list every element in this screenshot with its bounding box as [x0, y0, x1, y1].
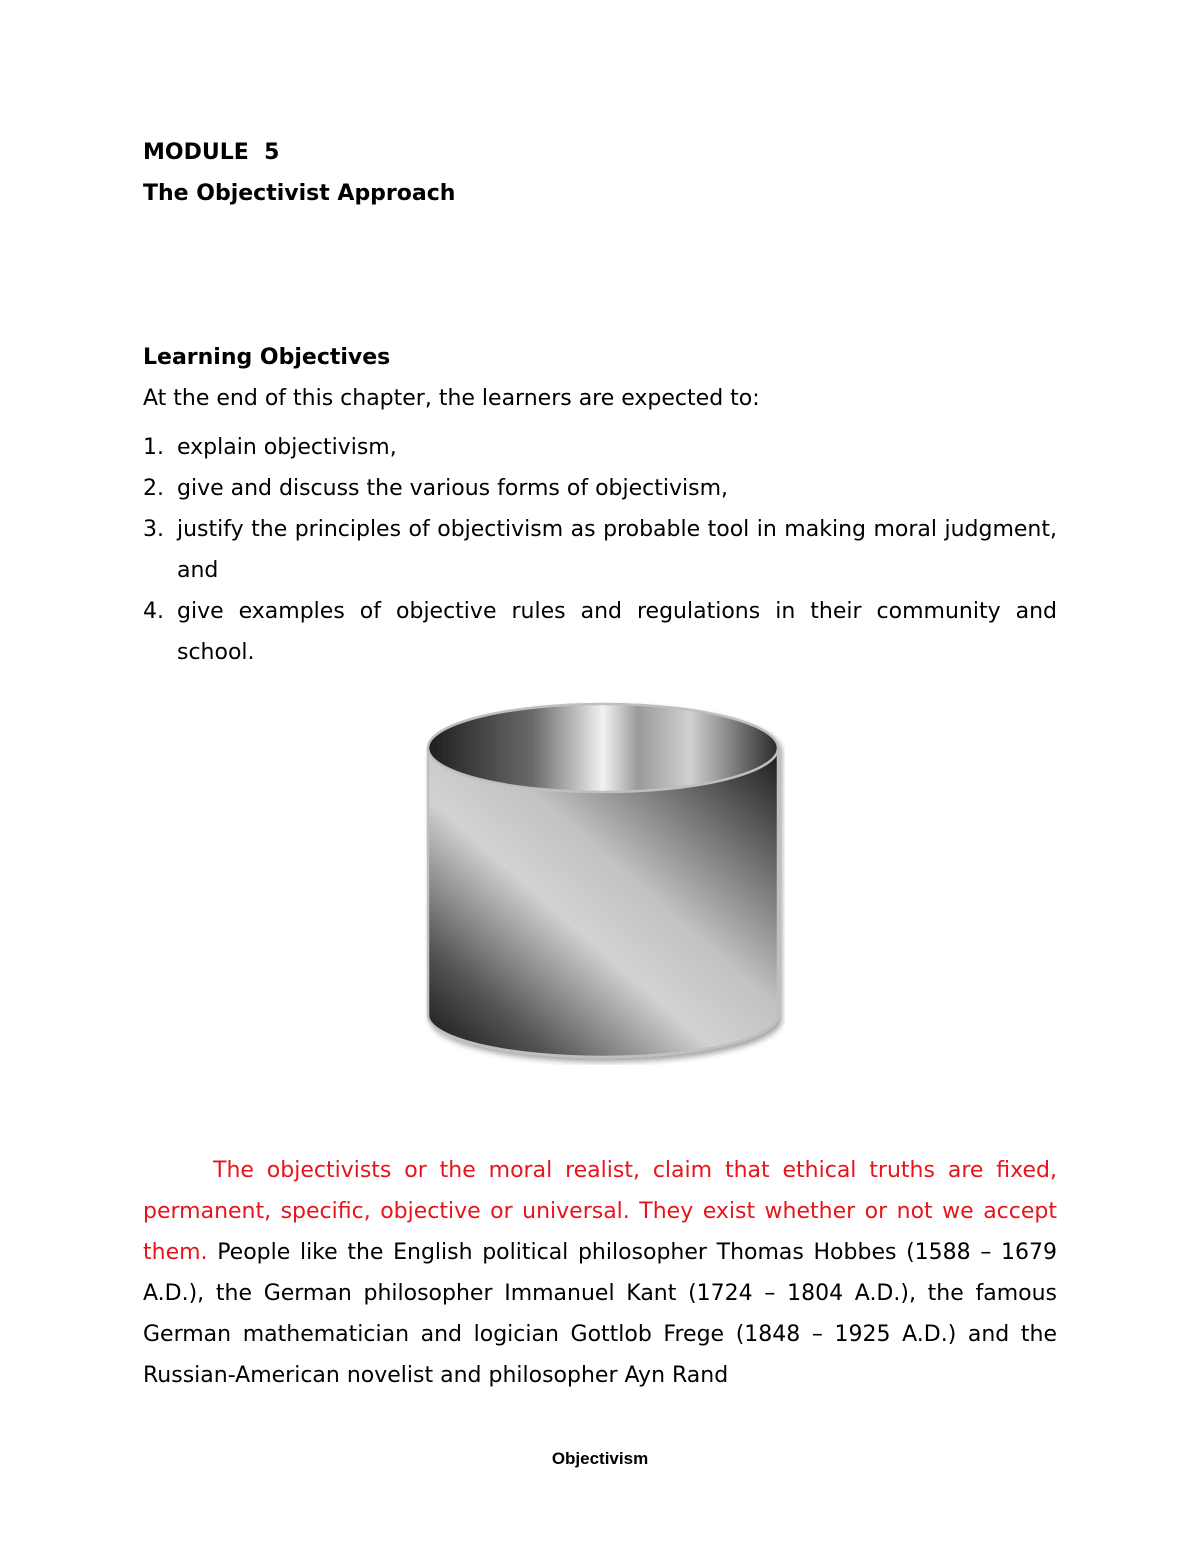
highlighted-claim: The objectivists or the moral realist, claim that ethical truths are fixed, permanent, specific, objective or universal. They exist whether or not we accept them. — [143, 1158, 1057, 1265]
body-paragraph-text: People like the English political philosopher Thomas Hobbes (1588 – 1679 A.D.), the German philosopher Immanuel Kant (1724 – 1804 A.D.), the famous German mathematician and logician Gottlob Frege (1848 – 1925 A.D.) and the Russian-American novelist and philosopher Ayn Rand — [143, 1240, 1057, 1388]
list-item-number: 1. — [143, 435, 164, 460]
learning-objectives-list — [143, 427, 1057, 673]
list-item — [143, 591, 1057, 673]
list-item — [143, 468, 1057, 509]
module-subtitle: The Objectivist Approach — [143, 181, 456, 206]
cylinder-illustration — [420, 700, 785, 1065]
learning-objectives-intro: At the end of this chapter, the learners are expected to: — [143, 386, 760, 411]
page-footer: Objectivism — [551, 1449, 649, 1468]
list-item — [143, 427, 1057, 468]
body-paragraph — [143, 1150, 1057, 1396]
list-item-text: give and discuss the various forms of objectivism, — [177, 476, 728, 501]
list-item — [143, 509, 1057, 591]
list-item-number: 4. — [143, 599, 164, 624]
list-item-number: 2. — [143, 476, 164, 501]
list-item-text: give examples of objective rules and regulations in their community and school. — [177, 599, 1057, 665]
learning-objectives-heading: Learning Objectives — [143, 345, 391, 370]
list-item-text: explain objectivism, — [177, 435, 397, 460]
list-item-number: 3. — [143, 517, 164, 542]
list-item-text: justify the principles of objectivism as probable tool in making moral judgment, and — [177, 517, 1057, 583]
module-title: MODULE 5 — [143, 140, 280, 165]
